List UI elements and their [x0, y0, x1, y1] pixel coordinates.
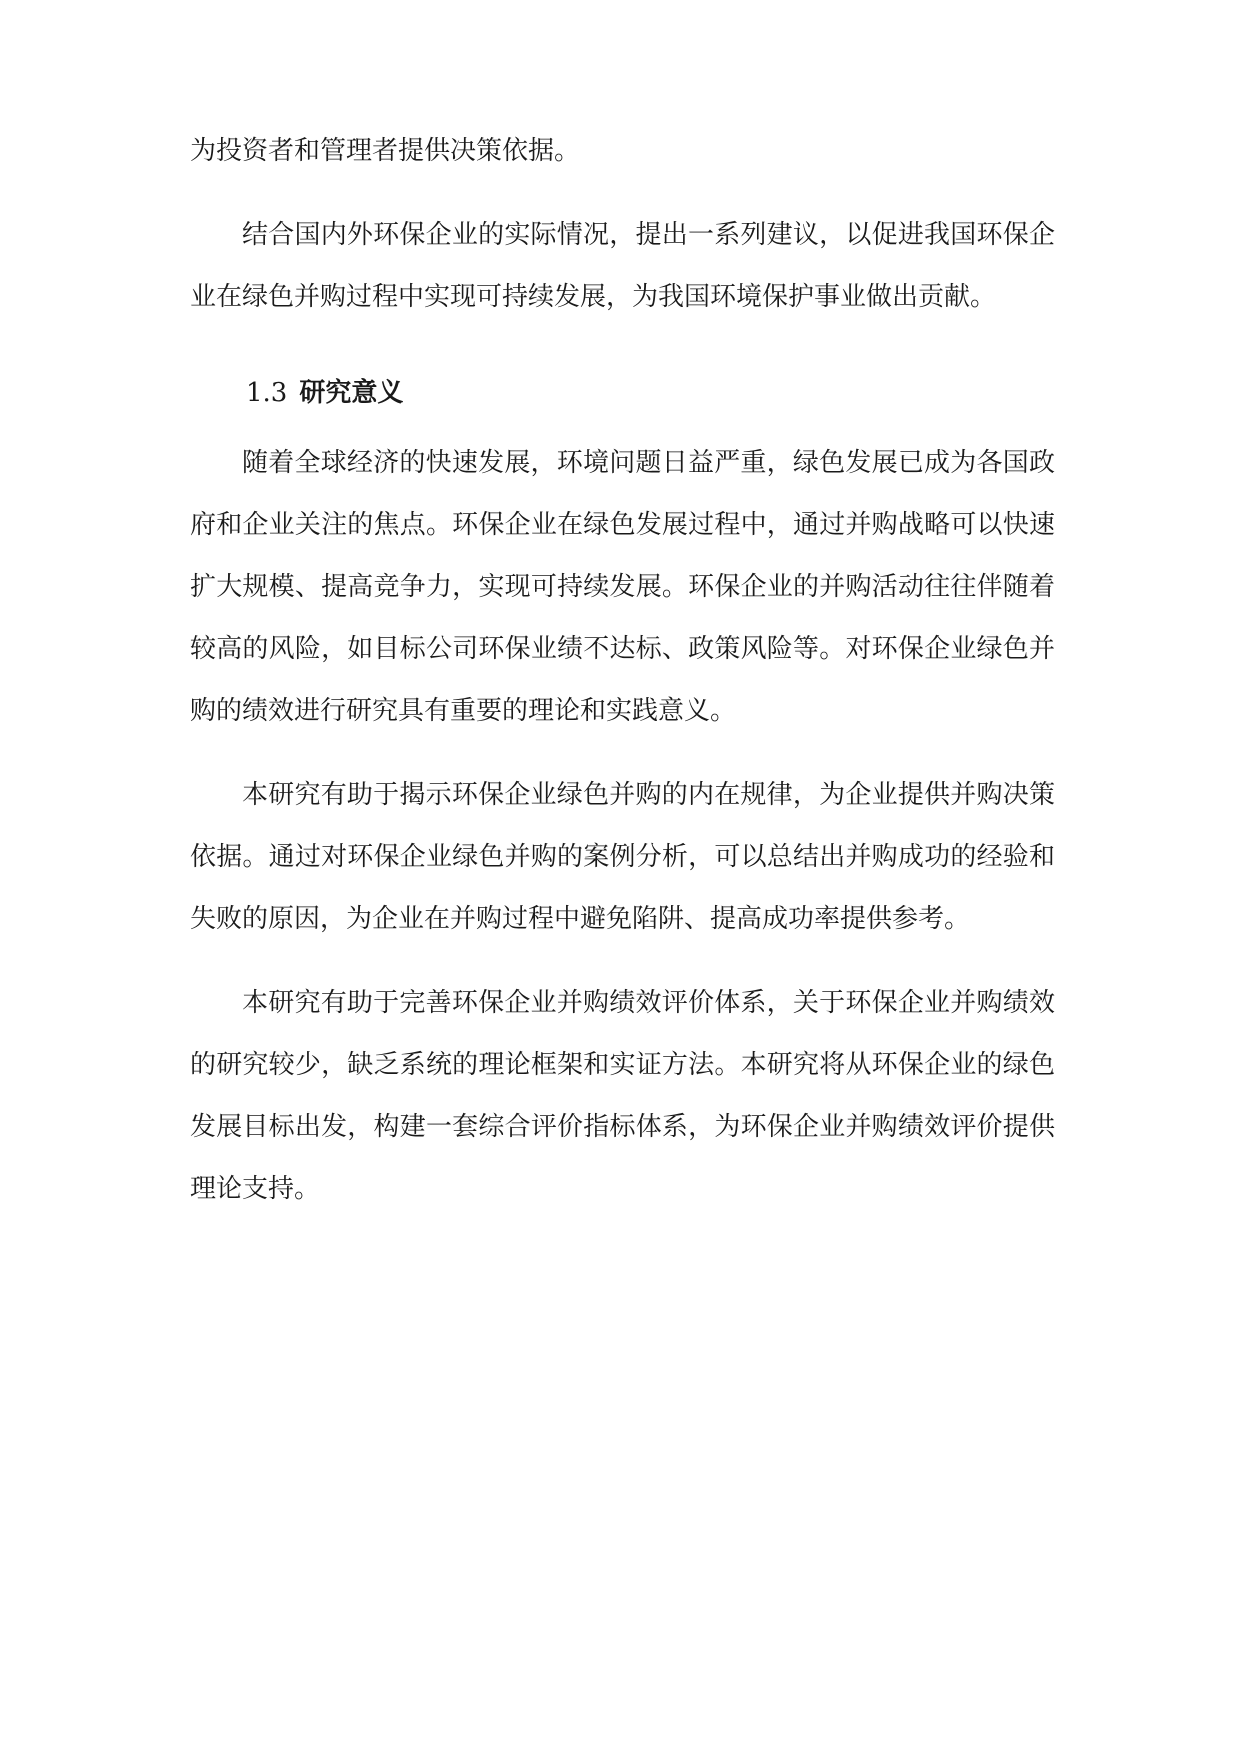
- paragraph-significance-1: 本研究有助于揭示环保企业绿色并购的内在规律，为企业提供并购决策依据。通过对环保企业绿色并购的案例分析，可以总结出并购成功的经验和失败的原因，为企业在并购过程中避免陷阱、提高成功率提供参考。: [190, 780, 1055, 934]
- section-number: 1.3: [246, 378, 288, 408]
- document-page: [190, 120, 1055, 1220]
- paragraph-continuation: 为投资者和管理者提供决策依据。: [190, 136, 581, 166]
- paragraph-suggestions: 结合国内外环保企业的实际情况，提出一系列建议，以促进我国环保企业在绿色并购过程中实现可持续发展，为我国环境保护事业做出贡献。: [190, 220, 1055, 312]
- section-title: 研究意义: [299, 378, 404, 408]
- paragraph-background: 随着全球经济的快速发展，环境问题日益严重，绿色发展已成为各国政府和企业关注的焦点。环保企业在绿色发展过程中，通过并购战略可以快速扩大规模、提高竞争力，实现可持续发展。环保企业的并购活动往往伴随着较高的风险，如目标公司环保业绩不达标、政策风险等。对环保企业绿色并购的绩效进行研究具有重要的理论和实践意义。: [190, 448, 1055, 726]
- section-heading: [190, 362, 1055, 424]
- paragraph-significance-2: 本研究有助于完善环保企业并购绩效评价体系，关于环保企业并购绩效的研究较少，缺乏系统的理论框架和实证方法。本研究将从环保企业的绿色发展目标出发，构建一套综合评价指标体系，为环保企业并购绩效评价提供理论支持。: [190, 988, 1055, 1204]
